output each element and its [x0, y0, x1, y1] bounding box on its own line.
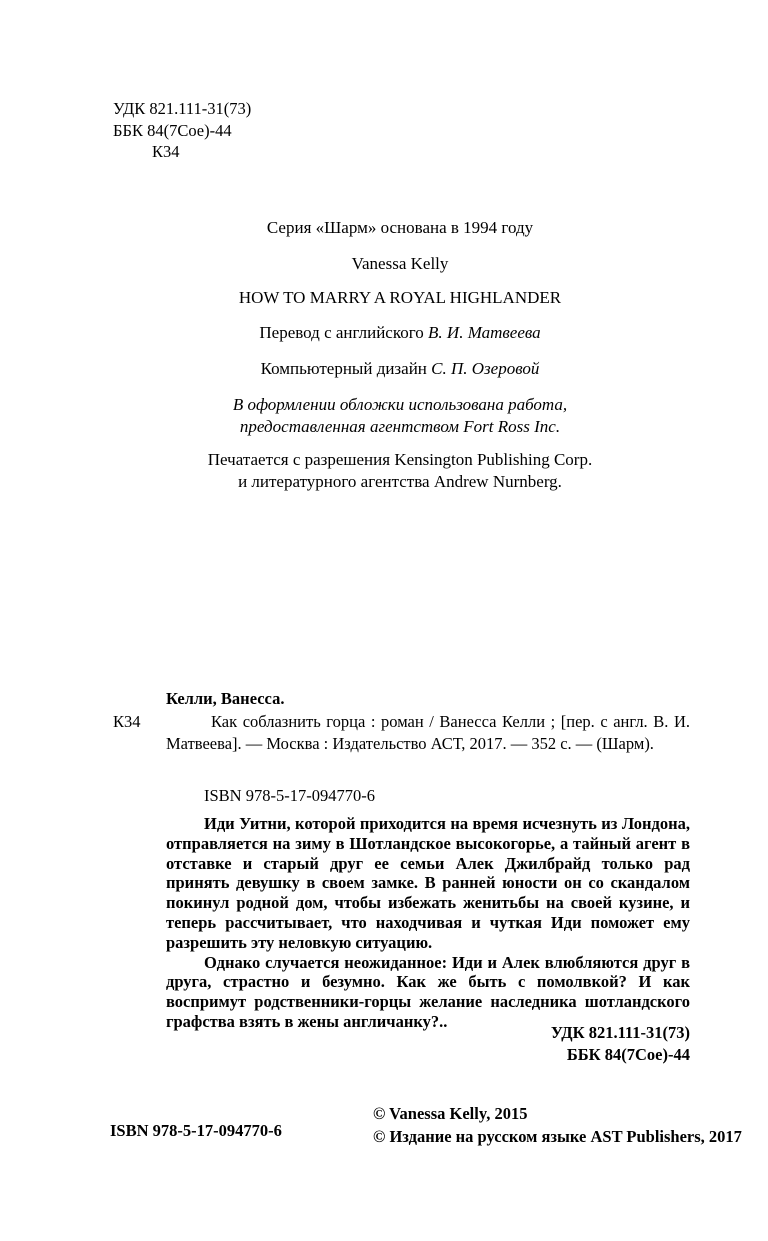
permission-note — [110, 449, 690, 493]
designer-name: С. П. Озеровой — [431, 359, 540, 378]
bottom-codes-block — [166, 1022, 690, 1066]
annotation-paragraph-2: Однако случается неожиданное: Иди и Алек влюбляются друг в друга, страстно и безумно. Как же быть с помолвкой? И как воспримут родственники-горцы желание наследника шотландского графства взять в жены англичанку?.. — [166, 952, 690, 1031]
original-title: HOW TO MARRY A ROYAL HIGHLANDER — [238, 288, 562, 307]
author-sign-code: К34 — [152, 142, 180, 161]
design-credit — [110, 359, 690, 379]
translator-name: В. И. Матвеева — [428, 323, 541, 342]
copyright-russian: © Издание на русском языке AST Publishers, 2017 — [373, 1127, 742, 1146]
design-credit-prefix: Компьютерный дизайн — [260, 359, 427, 378]
bbk-code-bottom: ББК 84(7Сое)-44 — [566, 1045, 690, 1064]
top-codes-block — [113, 98, 251, 163]
bbk-code: ББК 84(7Сое)-44 — [113, 120, 232, 140]
catalog-author: Келли, Ванесса. — [166, 689, 285, 708]
catalog-isbn: ISBN 978-5-17-094770-6 — [204, 786, 375, 805]
permission-note-line2: и литературного агентства Andrew Nurnberg. — [238, 472, 562, 491]
translation-credit — [110, 323, 690, 343]
translation-credit-prefix: Перевод с английского — [259, 323, 424, 342]
udk-code-bottom: УДК 821.111-31(73) — [550, 1023, 690, 1042]
copyright-block — [373, 1102, 742, 1148]
cover-credit — [110, 394, 690, 438]
series-note: Серия «Шарм» основана в 1994 году — [266, 218, 534, 237]
catalog-code: К34 — [113, 712, 141, 731]
permission-note-line1: Печатается с разрешения Kensington Publishing Corp. — [207, 450, 593, 469]
catalog-description: Как соблазнить горца : роман / Ванесса Келли ; [пер. с англ. В. И. Матвеева]. — Москва : Издательство АСТ, 2017. — 352 с. — (Шарм). — [166, 712, 690, 753]
original-author: Vanessa Kelly — [351, 254, 449, 273]
udk-code: УДК 821.111-31(73) — [113, 99, 252, 118]
annotation-paragraph-1: Иди Уитни, которой приходится на время исчезнуть из Лондона, отправляется на зиму в Шотландское высокогорье, а тайный агент в отставке и старый друг ее семьи Алек Джилбрайд только рад принять девушку в своем замке. В ранней юности он со скандалом покинул родной дом, чтобы избежать женитьбы на своей кузине, и теперь рассчитывает, что находчивая и чуткая Иди поможет ему разрешить эту неловкую ситуацию. — [166, 814, 690, 952]
cover-credit-line2: предоставленная агентством Fort Ross Inc. — [239, 417, 561, 436]
cover-credit-line1: В оформлении обложки использована работа, — [232, 395, 568, 414]
footer-isbn: ISBN 978-5-17-094770-6 — [110, 1121, 282, 1140]
catalog-entry — [113, 711, 690, 755]
copyright-original: © Vanessa Kelly, 2015 — [373, 1104, 528, 1123]
annotation-block — [166, 814, 690, 1032]
